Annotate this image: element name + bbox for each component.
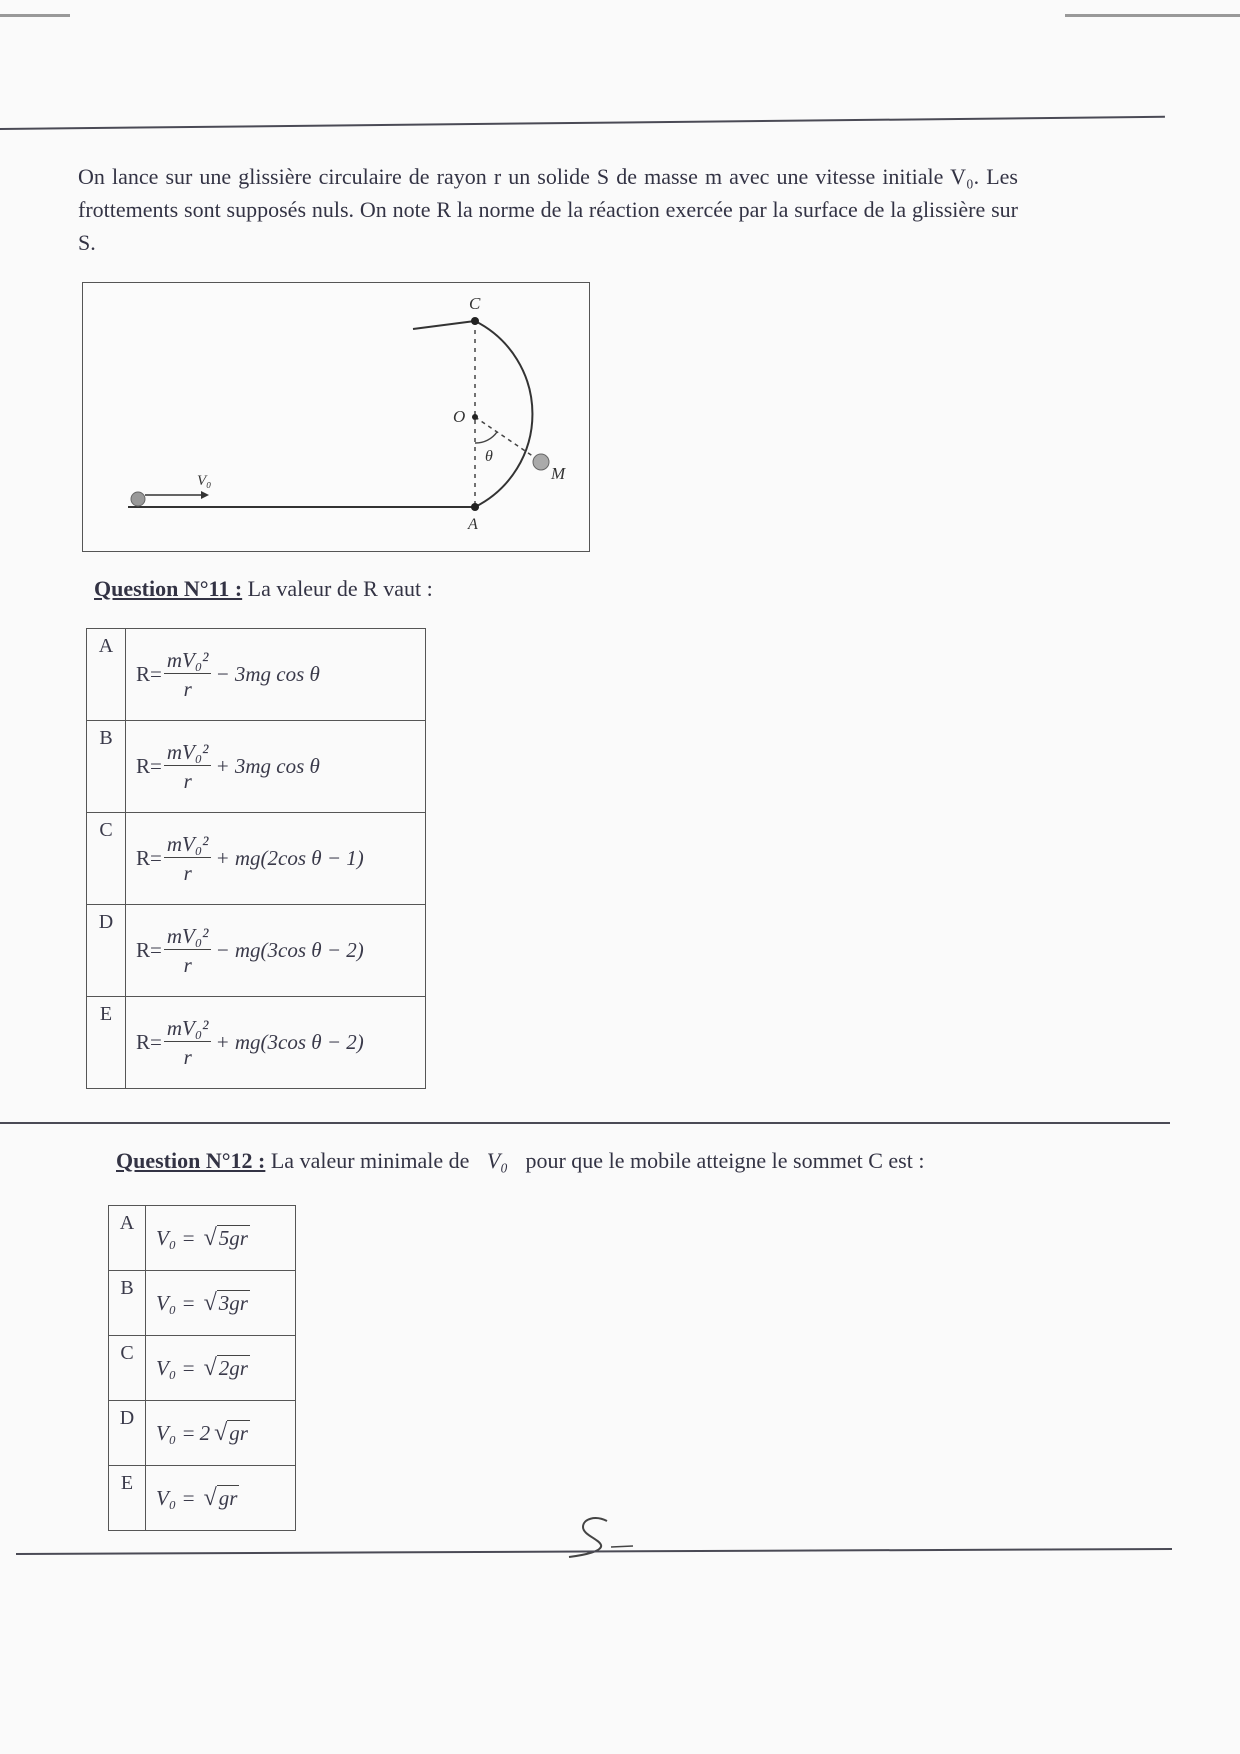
option-letter: C: [109, 1336, 146, 1401]
formula-fraction: [164, 924, 212, 978]
sqrt: √ 3gr: [203, 1290, 248, 1316]
option-letter: E: [87, 997, 126, 1089]
formula-tail: + 3mg cos θ: [215, 754, 320, 778]
question-12-text-before: La valeur minimale de: [270, 1148, 470, 1173]
formula-prefix: R=: [136, 754, 162, 778]
fraction-numerator: mV₀²: [164, 740, 212, 766]
option-letter: B: [87, 721, 126, 813]
formula-fraction: [164, 648, 212, 702]
option-formula: [146, 1401, 296, 1466]
option-letter: D: [109, 1401, 146, 1466]
mobile-m: [533, 454, 549, 470]
fraction-denominator: r: [183, 952, 192, 977]
label-o: O: [453, 407, 466, 426]
fraction-numerator: mV₀²: [164, 1016, 212, 1042]
question-12-options: [108, 1205, 296, 1531]
option-row[interactable]: [87, 905, 426, 997]
option-row[interactable]: [109, 1466, 296, 1531]
option-formula: [146, 1466, 296, 1531]
question-12: [116, 1148, 924, 1174]
option-letter: E: [109, 1466, 146, 1531]
question-11-options: [86, 628, 426, 1089]
formula-fraction: [164, 1016, 212, 1070]
option-row[interactable]: [87, 629, 426, 721]
option-formula: [126, 629, 426, 721]
formula-lhs: V₀ =: [156, 1225, 196, 1250]
fraction-denominator: r: [183, 676, 192, 701]
formula-prefix: R=: [136, 662, 162, 686]
top-rule: [0, 116, 1165, 130]
v0-arrowhead: [201, 491, 209, 499]
option-formula: [146, 1336, 296, 1401]
formula-prefix: R=: [136, 846, 162, 870]
fraction-denominator: r: [183, 1044, 192, 1069]
formula-lhs: V₀ =: [156, 1355, 196, 1380]
handwritten-signature: [555, 1515, 635, 1560]
option-row[interactable]: [87, 813, 426, 905]
label-m: M: [551, 464, 566, 483]
question-11-text: La valeur de R vaut :: [247, 576, 433, 601]
question-12-text-after: pour que le mobile atteigne le sommet C est :: [525, 1148, 925, 1173]
question-11-label: Question N°11 :: [94, 576, 243, 601]
fraction-denominator: r: [183, 768, 192, 793]
formula-coef: 2: [199, 1420, 211, 1445]
label-a: A: [468, 516, 478, 533]
top-scan-mark-left: [0, 14, 70, 17]
option-letter: A: [109, 1206, 146, 1271]
option-row[interactable]: [109, 1401, 296, 1466]
fraction-numerator: mV₀²: [164, 648, 212, 674]
point-o: [472, 414, 478, 420]
option-letter: A: [87, 629, 126, 721]
formula-tail: − 3mg cos θ: [215, 662, 320, 686]
question-11: [94, 576, 433, 602]
option-row[interactable]: [109, 1206, 296, 1271]
sqrt: √ gr: [214, 1420, 248, 1446]
option-letter: B: [109, 1271, 146, 1336]
glissiere-diagram: [83, 283, 589, 551]
question-12-label: Question N°12 :: [116, 1148, 266, 1173]
point-a: [471, 503, 479, 511]
radicand: 3gr: [218, 1291, 248, 1315]
option-letter: D: [87, 905, 126, 997]
point-c: [471, 317, 479, 325]
radicand: 2gr: [218, 1356, 248, 1380]
question-12-variable: V₀: [486, 1148, 508, 1173]
option-formula: [126, 905, 426, 997]
formula-prefix: R=: [136, 938, 162, 962]
formula-lhs: V₀ =: [156, 1290, 196, 1315]
formula-tail: + mg(3cos θ − 2): [215, 1030, 364, 1054]
option-row[interactable]: [87, 721, 426, 813]
radicand: gr: [218, 1486, 238, 1510]
formula-tail: + mg(2cos θ − 1): [215, 846, 364, 870]
formula-fraction: [164, 740, 212, 794]
sqrt: √ gr: [203, 1485, 238, 1511]
sqrt: √ 5gr: [203, 1225, 248, 1251]
option-formula: [126, 813, 426, 905]
glissiere-figure: [82, 282, 590, 552]
fraction-numerator: mV₀²: [164, 924, 212, 950]
formula-lhs: V₀ =: [156, 1420, 196, 1445]
option-row[interactable]: [87, 997, 426, 1089]
intro-paragraph: On lance sur une glissière circulaire de rayon r un solide S de masse m avec une vitesse initiale V₀. Les frottements sont supposés nuls. On note R la norme de la réaction exercée par la surface de la glissière sur S.: [78, 164, 1018, 255]
radicand: 5gr: [218, 1226, 248, 1250]
option-letter: C: [87, 813, 126, 905]
fraction-denominator: r: [183, 860, 192, 885]
theta-arc: [475, 432, 497, 443]
start-solid: [131, 492, 145, 506]
option-row[interactable]: [109, 1271, 296, 1336]
option-formula: [146, 1271, 296, 1336]
label-theta: θ: [485, 448, 493, 465]
middle-rule: [0, 1122, 1170, 1124]
circular-arc: [413, 321, 532, 507]
option-formula: [126, 997, 426, 1089]
option-row[interactable]: [109, 1336, 296, 1401]
formula-fraction: [164, 832, 212, 886]
label-c: C: [469, 294, 481, 313]
top-scan-mark-right: [1065, 14, 1240, 17]
fraction-numerator: mV₀²: [164, 832, 212, 858]
option-formula: [126, 721, 426, 813]
sqrt: √ 2gr: [203, 1355, 248, 1381]
formula-lhs: V₀ =: [156, 1485, 196, 1510]
radicand: gr: [229, 1421, 248, 1445]
option-formula: [146, 1206, 296, 1271]
formula-tail: − mg(3cos θ − 2): [215, 938, 364, 962]
label-v0: V₀: [197, 473, 212, 489]
formula-prefix: R=: [136, 1030, 162, 1054]
